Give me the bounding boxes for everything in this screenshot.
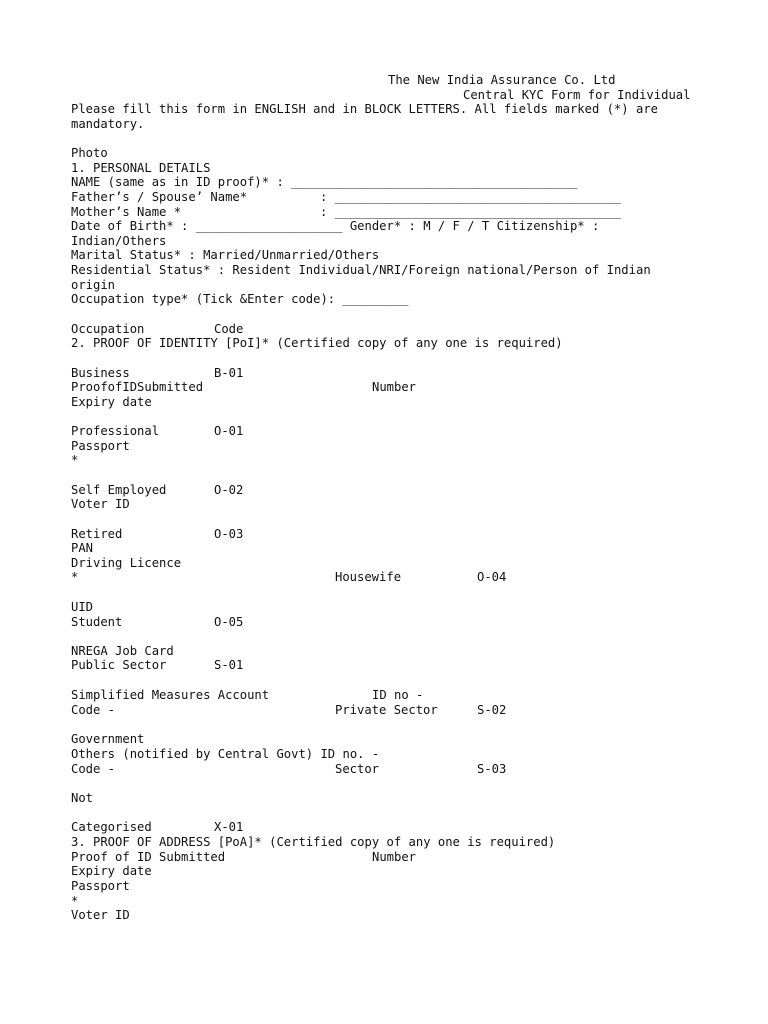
poa-passport-asterisk: * [71, 894, 79, 908]
occupation-categorised: Categorised [71, 820, 152, 834]
citizenship-continuation: Indian/Others [71, 234, 167, 248]
mother-name-label: Mother’s Name * [71, 205, 182, 219]
code-categorised: X-01 [214, 820, 244, 834]
poi-nrega-job-card: NREGA Job Card [71, 644, 174, 658]
form-title: Central KYC Form for Individual [463, 88, 691, 102]
poi-driving-licence-asterisk: * [71, 570, 79, 584]
father-spouse-blank: : _______________________________________ [320, 190, 621, 204]
poa-proof-submitted: Proof of ID Submitted [71, 850, 226, 864]
occupation-student: Student [71, 615, 123, 629]
code-self-employed: O-02 [214, 483, 244, 497]
occupation-housewife: Housewife [335, 570, 402, 584]
occupation-business: Business [71, 366, 130, 380]
code-govt-sector: S-03 [477, 762, 507, 776]
code-student: O-05 [214, 615, 244, 629]
occupation-private-sector: Private Sector [335, 703, 438, 717]
code-column-header: Code [214, 322, 244, 336]
occupation-government: Government [71, 732, 145, 746]
instruction-line-1: Please fill this form in ENGLISH and in BLOCK LETTERS. All fields marked (*) are [71, 102, 658, 116]
section-personal-details-heading: 1. PERSONAL DETAILS [71, 161, 211, 175]
occupation-type-line: Occupation type* (Tick &Enter code): _________ [71, 292, 409, 306]
photo-label: Photo [71, 146, 108, 160]
poi-proof-submitted: ProofofIDSubmitted [71, 380, 204, 394]
poi-simplified-measures: Simplified Measures Account [71, 688, 270, 702]
code-professional: O-01 [214, 424, 244, 438]
poi-voter-id: Voter ID [71, 497, 130, 511]
occupation-column-header: Occupation [71, 322, 145, 336]
name-field-line: NAME (same as in ID proof)* : _______________________________________ [71, 175, 578, 189]
residential-status-line: Residential Status* : Resident Individual/NRI/Foreign national/Person of Indian [71, 263, 651, 277]
code-private-sector: S-02 [477, 703, 507, 717]
poa-passport: Passport [71, 879, 130, 893]
section-proof-of-identity-heading: 2. PROOF OF IDENTITY [PoI]* (Certified copy of any one is required) [71, 336, 563, 350]
poi-others-notified: Others (notified by Central Govt) ID no. - [71, 747, 380, 761]
company-name: The New India Assurance Co. Ltd [388, 73, 616, 87]
instruction-line-2: mandatory. [71, 117, 145, 131]
occupation-retired: Retired [71, 527, 123, 541]
mother-name-blank: : _______________________________________ [320, 205, 621, 219]
section-proof-of-address-heading: 3. PROOF OF ADDRESS [PoA]* (Certified copy of any one is required) [71, 835, 556, 849]
poi-number: Number [372, 380, 417, 394]
poi-driving-licence: Driving Licence [71, 556, 182, 570]
residential-status-continuation: origin [71, 278, 116, 292]
occupation-not: Not [71, 791, 94, 805]
code-retired: O-03 [214, 527, 244, 541]
code-business: B-01 [214, 366, 244, 380]
poi-passport: Passport [71, 439, 130, 453]
poi-pan: PAN [71, 541, 94, 555]
poi-id-no: ID no - [372, 688, 424, 702]
occupation-professional: Professional [71, 424, 160, 438]
occupation-public-sector: Public Sector [71, 658, 167, 672]
poi-code-2: Code - [71, 762, 116, 776]
poi-passport-asterisk: * [71, 453, 79, 467]
poi-uid: UID [71, 600, 94, 614]
occupation-self-employed: Self Employed [71, 483, 167, 497]
code-housewife: O-04 [477, 570, 507, 584]
poi-expiry-date: Expiry date [71, 395, 152, 409]
occupation-govt-sector: Sector [335, 762, 380, 776]
dob-gender-citizenship-line: Date of Birth* : ____________________ Gender* : M / F / T Citizenship* : [71, 219, 600, 233]
poi-code-1: Code - [71, 703, 116, 717]
father-spouse-label: Father’s / Spouse’ Name* [71, 190, 248, 204]
code-public-sector: S-01 [214, 658, 244, 672]
poa-expiry-date: Expiry date [71, 864, 152, 878]
poa-number: Number [372, 850, 417, 864]
poa-voter-id: Voter ID [71, 908, 130, 922]
marital-status-line: Marital Status* : Married/Unmarried/Others [71, 248, 380, 262]
